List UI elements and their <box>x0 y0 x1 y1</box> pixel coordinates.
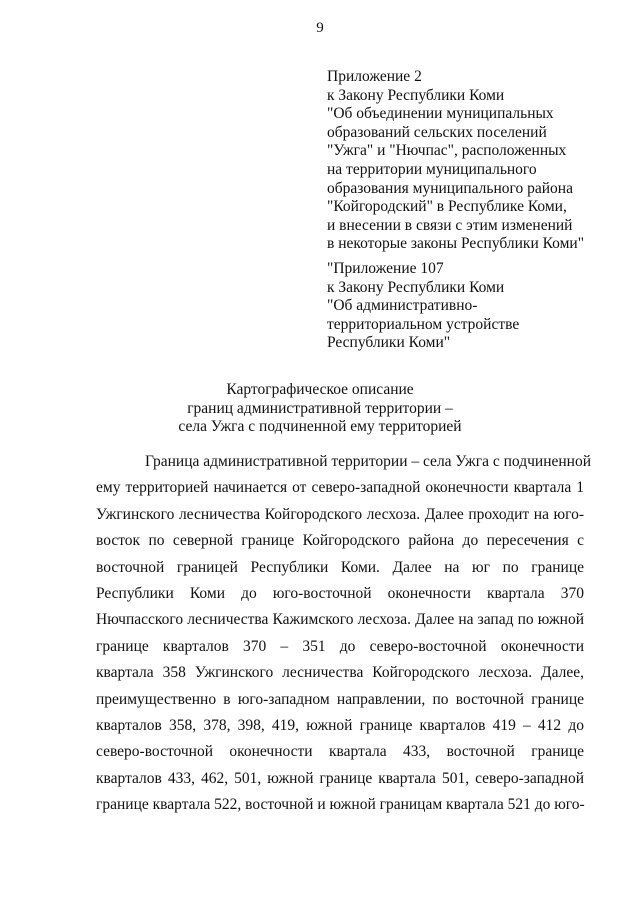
paragraph-line: ему территорией начинается от северо-западной оконечности квартала 1 <box>96 479 584 497</box>
appendix-2-line: Республики Коми" <box>327 334 451 352</box>
page-number: 9 <box>316 20 324 36</box>
paragraph-line: Республики Коми до юго-восточной оконечности квартала 370 <box>96 584 584 602</box>
appendix-1-line: в некоторые законы Республики Коми" <box>327 235 585 253</box>
appendix-2-reference-block <box>327 68 627 254</box>
paragraph-line: кварталов 433, 462, 501, южной границе квартала 501, северо-западной <box>96 769 584 787</box>
document-title-line: Картографическое описание <box>226 381 414 398</box>
appendix-1-line: "Койгородский" в Республике Коми, <box>327 198 567 216</box>
appendix-1-line: на территории муниципального <box>327 160 537 178</box>
appendix-1-line: Приложение 2 <box>327 68 422 85</box>
appendix-2-line: территориальном устройстве <box>327 315 520 333</box>
document-title-line: границ административной территории – <box>187 399 453 417</box>
paragraph-line: Нючпасского лесничества Кажимского лесхоза. Далее на запад по южной <box>96 611 584 629</box>
boundary-description-paragraph <box>96 449 592 818</box>
appendix-1-line: и внесении в связи с этим изменений <box>327 216 573 234</box>
paragraph-line: квартала 358 Ужгинского лесничества Койгородского лесхоза. Далее, <box>96 664 584 682</box>
document-title-line: села Ужга с подчиненной ему территорией <box>178 418 462 436</box>
document-title <box>0 381 640 437</box>
paragraph-line: восток по северной границе Койгородского района до пересечения с <box>96 532 584 550</box>
appendix-1-line: "Ужга" и "Нючпас", расположенных <box>327 142 567 160</box>
paragraph-line: северо-восточной оконечности квартала 433, восточной границе <box>96 743 584 761</box>
paragraph-line: преимущественно в юго-западном направлении, по восточной границе <box>96 690 584 708</box>
paragraph-line: кварталов 358, 378, 398, 419, южной границе кварталов 419 – 412 до <box>96 716 584 734</box>
appendix-2-line: "Приложение 107 <box>327 260 444 277</box>
appendix-1-line: образования муниципального района <box>327 179 573 197</box>
paragraph-line: Ужгинского лесничества Койгородского лесхоза. Далее проходит на юго- <box>96 505 584 523</box>
paragraph-line: границе кварталов 370 – 351 до северо-восточной оконечности <box>96 637 584 655</box>
appendix-2-line: "Об административно- <box>327 297 478 315</box>
paragraph-line: восточной границей Республики Коми. Далее на юг по границе <box>96 558 584 576</box>
appendix-1-line: "Об объединении муниципальных <box>327 105 554 123</box>
paragraph-line: границе квартала 522, восточной и южной границам квартала 521 до юго- <box>96 796 585 814</box>
appendix-107-reference-block <box>327 260 627 353</box>
appendix-1-line: образований сельских поселений <box>327 123 547 141</box>
paragraph-line: Граница административной территории – села Ужга с подчиненной <box>145 453 592 470</box>
appendix-1-line: к Закону Республики Коми <box>327 86 505 104</box>
appendix-2-line: к Закону Республики Коми <box>327 278 505 296</box>
